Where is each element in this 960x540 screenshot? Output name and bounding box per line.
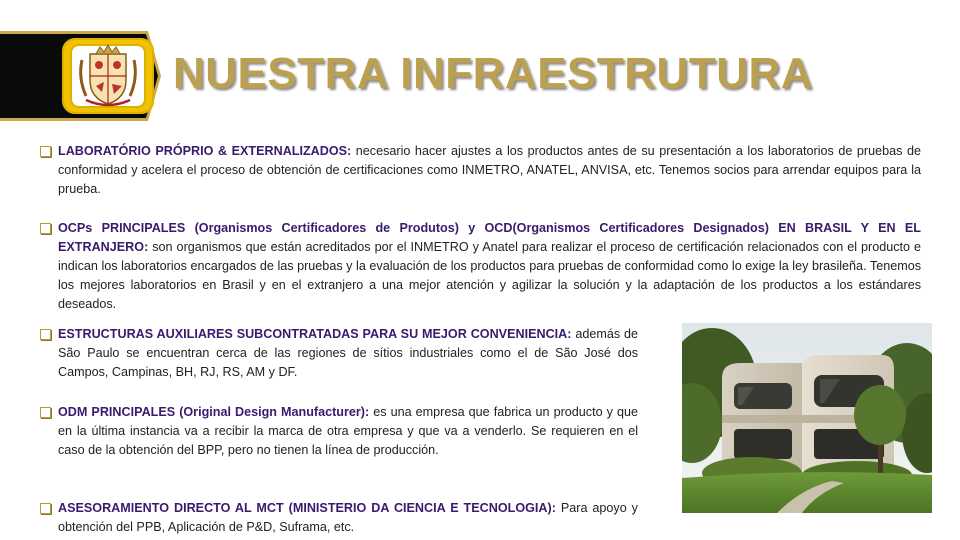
bullet-text (40, 499, 638, 537)
checkbox-bullet-icon (40, 503, 51, 514)
bullet-text (40, 325, 638, 382)
bullet-body: además de São Paulo se encuentran cerca de las regiones de sítios industriales como el de São José dos Campos, Campinas, BH, RJ, RS, AM y DF. (58, 327, 639, 379)
bullet-odm (40, 403, 638, 460)
checkbox-bullet-icon (40, 223, 51, 234)
bullet-text (40, 403, 638, 460)
bullet-heading: ESTRUCTURAS AUXILIARES SUBCONTRATADAS PARA SU MEJOR CONVENIENCIA: (58, 327, 572, 341)
bullet-asesoramiento (40, 499, 638, 537)
bullet-text (40, 219, 921, 314)
checkbox-bullet-icon (40, 329, 51, 340)
bullet-body: necesario hacer ajustes a los productos antes de su presentación a los laboratorios de pruebas de conformidad y acelera el proceso de obtención de certificaciones como INMETRO, ANATEL, ANVISA, etc. Tenemos socios para arrendar equipos para la prueba. (58, 144, 921, 196)
bullet-heading: OCPs PRINCIPALES (Organismos Certificadores de Produtos) y OCD(Organismos Certificadores Designados) EN BRASIL Y EN EL EXTRANJERO: (58, 221, 921, 254)
bullet-body: son organismos que están acreditados por el INMETRO y Anatel para realizar el proceso de certificación relacionados con el producto e indican los laboratorios encargados de las pruebas y la evaluación de los productos para pruebas de conformidad como lo exige la ley brasileña. Tenemos los mejores laboratorios en Brasil y en el extranjero a una mejor atención y agilizar la solución y la adaptación de los productos a los estándares deseados. (58, 240, 921, 311)
bullet-text (40, 142, 921, 199)
checkbox-bullet-icon (40, 407, 51, 418)
bullet-body: Para apoyo y obtención del PPB, Aplicación de P&D, Suframa, etc. (58, 501, 638, 534)
bullet-heading: ASESORAMIENTO DIRECTO AL MCT (MINISTERIO DA CIENCIA E TECNOLOGIA): (58, 501, 556, 515)
bullet-body: es una empresa que fabrica un producto y que en la última instancia va a recibir la marca de otra empresa y que va a venderlo. Se requieren en el caso de la obtención del BPP, pero no tienen la línea de producción. (58, 405, 638, 457)
bullet-heading: ODM PRINCIPALES (Original Design Manufacturer): (58, 405, 370, 419)
bullet-ocps (40, 219, 921, 314)
page-title: NUESTRA INFRAESTRUTURA (173, 49, 814, 98)
checkbox-bullet-icon (40, 146, 51, 157)
building-photo (682, 323, 932, 513)
coat-of-arms-icon (63, 39, 153, 113)
bullet-laboratorio (40, 142, 921, 199)
bullet-estructuras (40, 325, 638, 382)
bullet-heading: LABORATÓRIO PRÓPRIO & EXTERNALIZADOS: (58, 144, 352, 158)
header-band (0, 30, 162, 122)
